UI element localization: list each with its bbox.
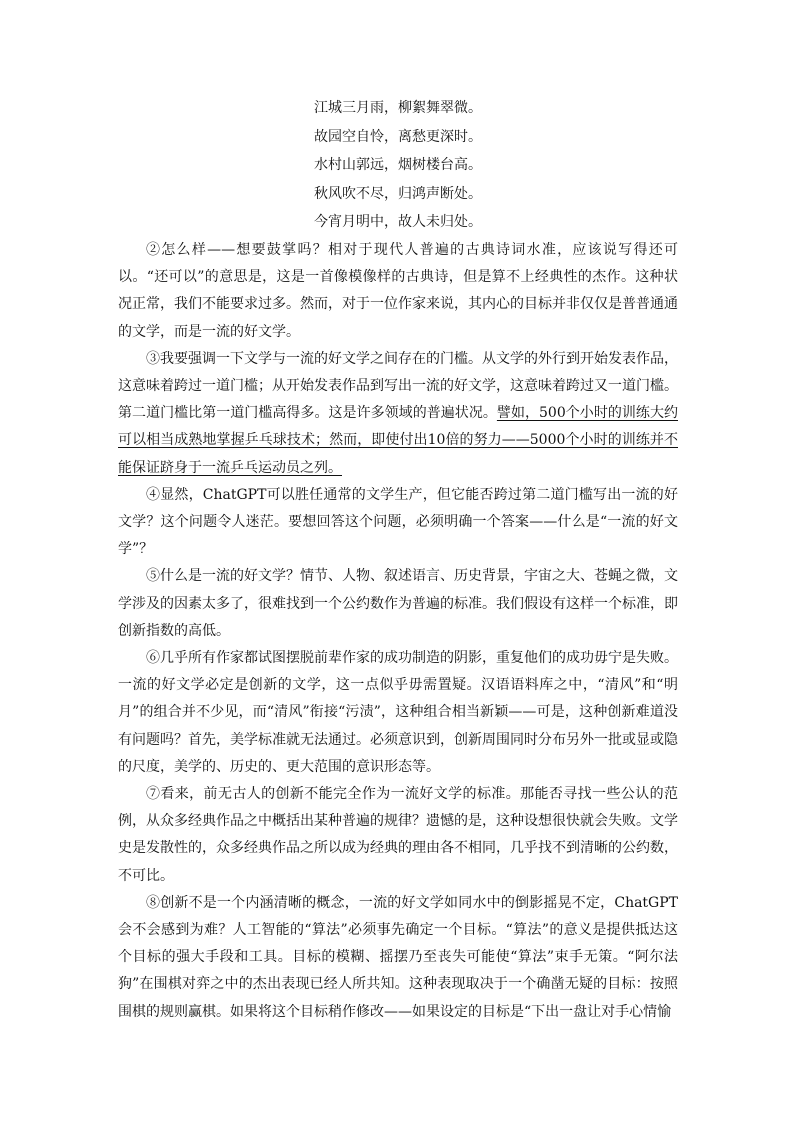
- underlined-sentence: 譬如，500个小时的训练大约可以相当成熟地掌握乒乓球技术；然而，即使付出10倍的努力——5000个小时的训练并不能保证跻身于一流乒乓运动员之列。: [118, 405, 678, 476]
- poem-line: 今宵月明中，故人未归处。: [314, 214, 482, 230]
- paragraph-4: ④显然，ChatGPT可以胜任通常的文学生产，但它能否跨过第二道门槛写出一流的好文学？这个问题令人迷茫。要想回答这个问题，必须明确一个答案——什么是“一流的好文学”？: [118, 486, 678, 558]
- poem-line: 江城三月雨，柳絮舞翠微。: [314, 100, 482, 116]
- poem-line: 水村山郭远，烟树楼台高。: [314, 157, 482, 173]
- paragraph-5: ⑤什么是一流的好文学？情节、人物、叙述语言、历史背景，宇宙之大、苍蝇之微，文学涉及的因素太多了，很难找到一个公约数作为普遍的标准。我们假设有这样一个标准，即创新指数的高低。: [118, 568, 678, 639]
- paragraph-7: ⑦看来，前无古人的创新不能完全作为一流好文学的标准。那能否寻找一些公认的范例，从众多经典作品之中概括出某种普遍的规律？遗憾的是，这种设想很快就会失败。文学史是发散性的，众多经典作品之所以成为经典的理由各不相同，几乎找不到清晰的公约数，不可比。: [118, 786, 678, 884]
- article-body: [118, 237, 678, 1026]
- paragraph-8: ⑧创新不是一个内涵清晰的概念，一流的好文学如同水中的倒影摇晃不定，ChatGPT会不会感到为难？人工智能的“算法”必须事先确定一个目标。“算法”的意义是提供抵达这个目标的强大手段和工具。目标的模糊、摇摆乃至丧失可能使“算法”束手无策。“阿尔法狗”在围棋对弈之中的杰出表现已经人所共知。这种表现取决于一个确凿无疑的目标：按照围棋的规则赢棋。如果将这个目标稍作修改——如果设定的目标是“下出一盘让对手心情愉: [118, 894, 678, 1020]
- poem-line: 故园空自怜，离愁更深时。: [314, 128, 482, 145]
- paragraph-3-text: ③我要强调一下文学与一流的好文学之间存在的门槛。从文学的外行到开始发表作品，这意味着跨过一道门槛；从开始发表作品到写出一流的好文学，这意味着跨过又一道门槛。第二道门槛比第一道门槛高得多。这是许多领域的普遍状况。: [118, 350, 678, 422]
- paragraph-2: ②怎么样——想要鼓掌吗？相对于现代人普遍的古典诗词水准，应该说写得还可以。“还可以”的意思是，这是一首像模像样的古典诗，但是算不上经典性的杰作。这种状况正常，我们不能要求过多。然而，对于一位作家来说，其内心的目标并非仅仅是普普通通的文学，而是一流的好文学。: [118, 242, 678, 340]
- poem-line: 秋风吹不尽，归鸿声断处。: [314, 185, 482, 202]
- paragraph-6: ⑥几乎所有作家都试图摆脱前辈作家的成功制造的阴影，重复他们的成功毋宁是失败。一流的好文学必定是创新的文学，这一点似乎毋需置疑。汉语语料库之中，“清风”和“明月”的组合并不少见，而“清风”衔接“污渍”，这种组合相当新颖——可是，这种创新难道没有问题吗？首先，美学标准就无法通过。必须意识到，创新周围同时分布另外一批或显或隐的尺度，美学的、历史的、更大范围的意识形态等。: [118, 650, 678, 775]
- poem-block: [314, 94, 614, 237]
- paragraph-3: [118, 346, 678, 482]
